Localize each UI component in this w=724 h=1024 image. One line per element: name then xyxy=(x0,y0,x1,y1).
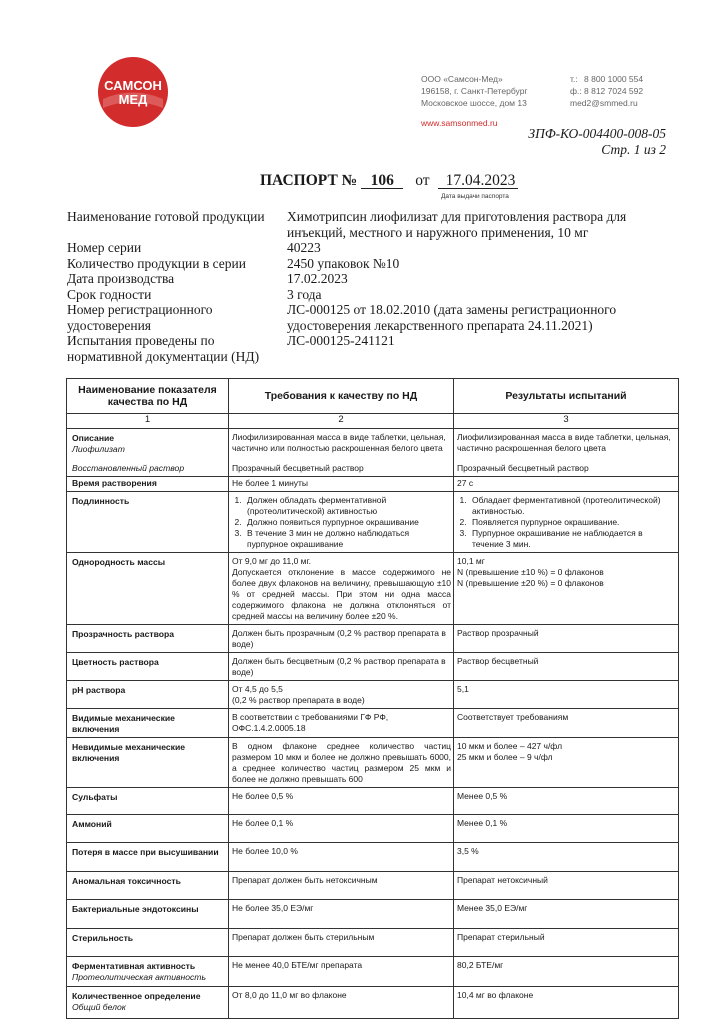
assay-name: Количественное определение xyxy=(72,991,201,1001)
info-value-registration: ЛС-000125 от 18.02.2010 (дата замены регистрационного удостоверения лекарственного препарата 24.11.2021) xyxy=(287,302,617,333)
table-row-endotoxins xyxy=(67,900,679,929)
table-row-assay xyxy=(67,987,679,1019)
row-name xyxy=(67,957,229,987)
description-sub-solution: Восстановленный раствор xyxy=(72,463,185,473)
table-row-visible-particles xyxy=(67,709,679,738)
row-name: Сульфаты xyxy=(67,788,229,815)
list-item: 1. Обладает ферментативной (протеолитической) активностью. xyxy=(469,495,676,517)
col-number-1: 1 xyxy=(67,414,229,429)
description-sub-lyophilizate: Лиофилизат xyxy=(72,444,125,454)
description-req-solution: Прозрачный бесцветный раствор xyxy=(232,463,364,473)
uniformity-condition: Допускается отклонение в массе содержимого не более двух флаконов на величину, превышающую ±10 % от средней массы. При этом ни одна масса содержимого флакона не должна отклоняться от средней массы на величину более ±20 %. xyxy=(232,567,451,621)
row-requirement: От 8,0 до 11,0 мг во флаконе xyxy=(229,987,454,1019)
info-key-shelf-life: Срок годности xyxy=(67,287,152,302)
row-result: Менее 0,5 % xyxy=(454,788,679,815)
phone-label: т.: xyxy=(570,74,578,84)
table-row-clarity xyxy=(67,625,679,653)
row-requirement: Препарат должен быть нетоксичным xyxy=(229,872,454,900)
info-key-product-name: Наименование готовой продукции xyxy=(67,209,265,224)
quality-table xyxy=(66,378,679,1019)
uniformity-result-mass: 10,1 мг xyxy=(457,556,485,566)
row-name: Невидимые механические включения xyxy=(67,738,229,788)
from-label: от xyxy=(415,172,430,189)
row-requirement: Не более 10,0 % xyxy=(229,843,454,872)
row-requirement xyxy=(229,553,454,625)
table-row-toxicity xyxy=(67,872,679,900)
col-number-3: 3 xyxy=(454,414,679,429)
info-key-registration: Номер регистрационного удостоверения xyxy=(67,302,213,333)
info-value-batch: 40223 xyxy=(287,240,321,255)
info-value-production-date: 17.02.2023 xyxy=(287,271,348,286)
row-name: Подлинность xyxy=(67,492,229,553)
info-value-shelf-life: 3 года xyxy=(287,287,322,302)
phone-number: 8 800 1000 554 xyxy=(584,74,644,84)
row-result xyxy=(454,553,679,625)
list-item: 3. В течение 3 мин не должно наблюдаться пурпурное окрашивание xyxy=(244,528,451,550)
row-requirement: Не более 1 минуты xyxy=(229,477,454,492)
row-name: Стерильность xyxy=(67,929,229,957)
uniformity-result-20: N (превышение ±20 %) = 0 флаконов xyxy=(457,578,604,588)
row-result: 3,5 % xyxy=(454,843,679,872)
row-name: Однородность массы xyxy=(67,553,229,625)
description-res-solution: Прозрачный бесцветный раствор xyxy=(457,463,589,473)
row-requirement: Не менее 40,0 БТЕ/мг препарата xyxy=(229,957,454,987)
table-row-dissolution xyxy=(67,477,679,492)
passport-number: 106 xyxy=(361,173,403,189)
logo-text-line1: САМСОН xyxy=(104,78,162,93)
row-name: Аномальная токсичность xyxy=(67,872,229,900)
table-row-ph xyxy=(67,681,679,709)
info-key-production-date: Дата производства xyxy=(67,271,175,286)
uniformity-range: От 9,0 мг до 11,0 мг. xyxy=(232,556,311,566)
row-requirement: В соответствии с требованиями ГФ РФ, ОФС.1.4.2.0005.18 xyxy=(229,709,454,738)
row-name: Аммоний xyxy=(67,815,229,843)
row-requirement: В одном флаконе среднее количество частиц размером 10 мкм и более не должно превышать 6000, а среднее количество частиц размером 25 мкм и более не должно превышать 600 xyxy=(229,738,454,788)
info-key-quantity: Количество продукции в серии xyxy=(67,256,246,271)
row-requirement: Не более 0,1 % xyxy=(229,815,454,843)
info-value-quantity: 2450 упаковок №10 xyxy=(287,256,400,271)
table-row-invisible-particles xyxy=(67,738,679,788)
column-number-row xyxy=(67,414,679,429)
row-name: Потеря в массе при высушивании xyxy=(67,843,229,872)
row-result: 5,1 xyxy=(454,681,679,709)
info-value-product-name: Химотрипсин лиофилизат для приготовления раствора для инъекций, местного и наружного применения, 10 мг xyxy=(287,209,627,240)
description-res-lyophilizate: Лиофилизированная масса в виде таблетки, цельная, частично раскрошенная белого цвета xyxy=(457,432,671,453)
header-indicator: Наименование показателя качества по НД xyxy=(67,379,229,414)
fax-label: ф.: xyxy=(570,86,582,96)
logo-text-line2: МЕД xyxy=(118,92,148,107)
company-address xyxy=(421,73,528,109)
row-name: Прозрачность раствора xyxy=(67,625,229,653)
list-item: 3. Пурпурное окрашивание не наблюдается в течение 3 мин. xyxy=(469,528,676,550)
table-row-authenticity xyxy=(67,492,679,553)
description-req-lyophilizate: Лиофилизированная масса в виде таблетки, цельная, частично или полностью раскрошенная белого цвета xyxy=(232,432,446,453)
table-row-enzymatic-activity xyxy=(67,957,679,987)
samson-med-logo xyxy=(97,56,169,128)
row-result: Препарат стерильный xyxy=(454,929,679,957)
row-result: 10 мкм и более – 427 ч/фл 25 мкм и более – 9 ч/фл xyxy=(454,738,679,788)
table-row-sulfates xyxy=(67,788,679,815)
enzymatic-activity-name: Ферментативная активность xyxy=(72,961,196,971)
email: med2@smmed.ru xyxy=(570,98,638,108)
info-value-normative-doc: ЛС-000125-241121 xyxy=(287,333,395,348)
assay-sub: Общий белок xyxy=(72,1002,126,1012)
row-name: Бактериальные эндотоксины xyxy=(67,900,229,929)
passport-title xyxy=(260,172,518,190)
row-name: pH раствора xyxy=(67,681,229,709)
list-item: 1. Должен обладать ферментативной (протеолитической) активностью xyxy=(244,495,451,517)
date-caption: Дата выдачи паспорта xyxy=(441,193,509,200)
row-name: Время растворения xyxy=(67,477,229,492)
row-name xyxy=(67,429,229,477)
page-info: Стр. 1 из 2 xyxy=(601,142,666,157)
row-result: Соответствует требованиям xyxy=(454,709,679,738)
table-row-sterility xyxy=(67,929,679,957)
row-result: Раствор прозрачный xyxy=(454,625,679,653)
document-reference xyxy=(528,126,666,158)
row-name: Цветность раствора xyxy=(67,653,229,681)
uniformity-result-10: N (превышение ±10 %) = 0 флаконов xyxy=(457,567,604,577)
passport-label: ПАСПОРТ № xyxy=(260,172,358,189)
row-result xyxy=(454,492,679,553)
info-key-batch: Номер серии xyxy=(67,240,142,255)
row-requirement xyxy=(229,429,454,477)
table-row-color xyxy=(67,653,679,681)
row-requirement: Должен быть бесцветным (0,2 % раствор препарата в воде) xyxy=(229,653,454,681)
row-result: 27 с xyxy=(454,477,679,492)
description-name: Описание xyxy=(72,433,115,443)
table-row-description xyxy=(67,429,679,477)
row-result: 10,4 мг во флаконе xyxy=(454,987,679,1019)
row-result xyxy=(454,429,679,477)
passport-date: 17.04.2023 xyxy=(438,173,519,189)
header-requirements: Требования к качеству по НД xyxy=(229,379,454,414)
row-requirement: Не более 0,5 % xyxy=(229,788,454,815)
header-results: Результаты испытаний xyxy=(454,379,679,414)
fax-number: 8 812 7024 592 xyxy=(584,86,644,96)
row-name: Видимые механические включения xyxy=(67,709,229,738)
company-name: ООО «Самсон-Мед» xyxy=(421,74,503,84)
col-number-2: 2 xyxy=(229,414,454,429)
row-result: Менее 0,1 % xyxy=(454,815,679,843)
doc-code: ЗПФ-КО-004400-008-05 xyxy=(528,126,666,141)
table-row-ammonium xyxy=(67,815,679,843)
info-key-normative-doc: Испытания проведены по нормативной документации (НД) xyxy=(67,333,260,364)
row-requirement: Должен быть прозрачным (0,2 % раствор препарата в воде) xyxy=(229,625,454,653)
row-name xyxy=(67,987,229,1019)
list-item: 2. Появляется пурпурное окрашивание. xyxy=(469,517,676,528)
address-line-1: 196158, г. Санкт-Петербург xyxy=(421,86,528,96)
address-line-2: Московское шоссе, дом 13 xyxy=(421,98,527,108)
table-row-uniformity xyxy=(67,553,679,625)
table-row-loss-on-drying xyxy=(67,843,679,872)
enzymatic-activity-sub: Протеолитическая активность xyxy=(72,972,206,982)
row-result: 80,2 БТЕ/мг xyxy=(454,957,679,987)
website-link: www.samsonmed.ru xyxy=(421,118,498,128)
row-result: Менее 35,0 ЕЭ/мг xyxy=(454,900,679,929)
row-requirement: От 4,5 до 5,5 (0,2 % раствор препарата в воде) xyxy=(229,681,454,709)
row-requirement: Препарат должен быть стерильным xyxy=(229,929,454,957)
company-contacts xyxy=(570,73,643,109)
row-result: Препарат нетоксичный xyxy=(454,872,679,900)
row-result: Раствор бесцветный xyxy=(454,653,679,681)
list-item: 2. Должно появиться пурпурное окрашивание xyxy=(244,517,451,528)
row-requirement xyxy=(229,492,454,553)
table-header-row xyxy=(67,379,679,414)
row-requirement: Не более 35,0 ЕЭ/мг xyxy=(229,900,454,929)
